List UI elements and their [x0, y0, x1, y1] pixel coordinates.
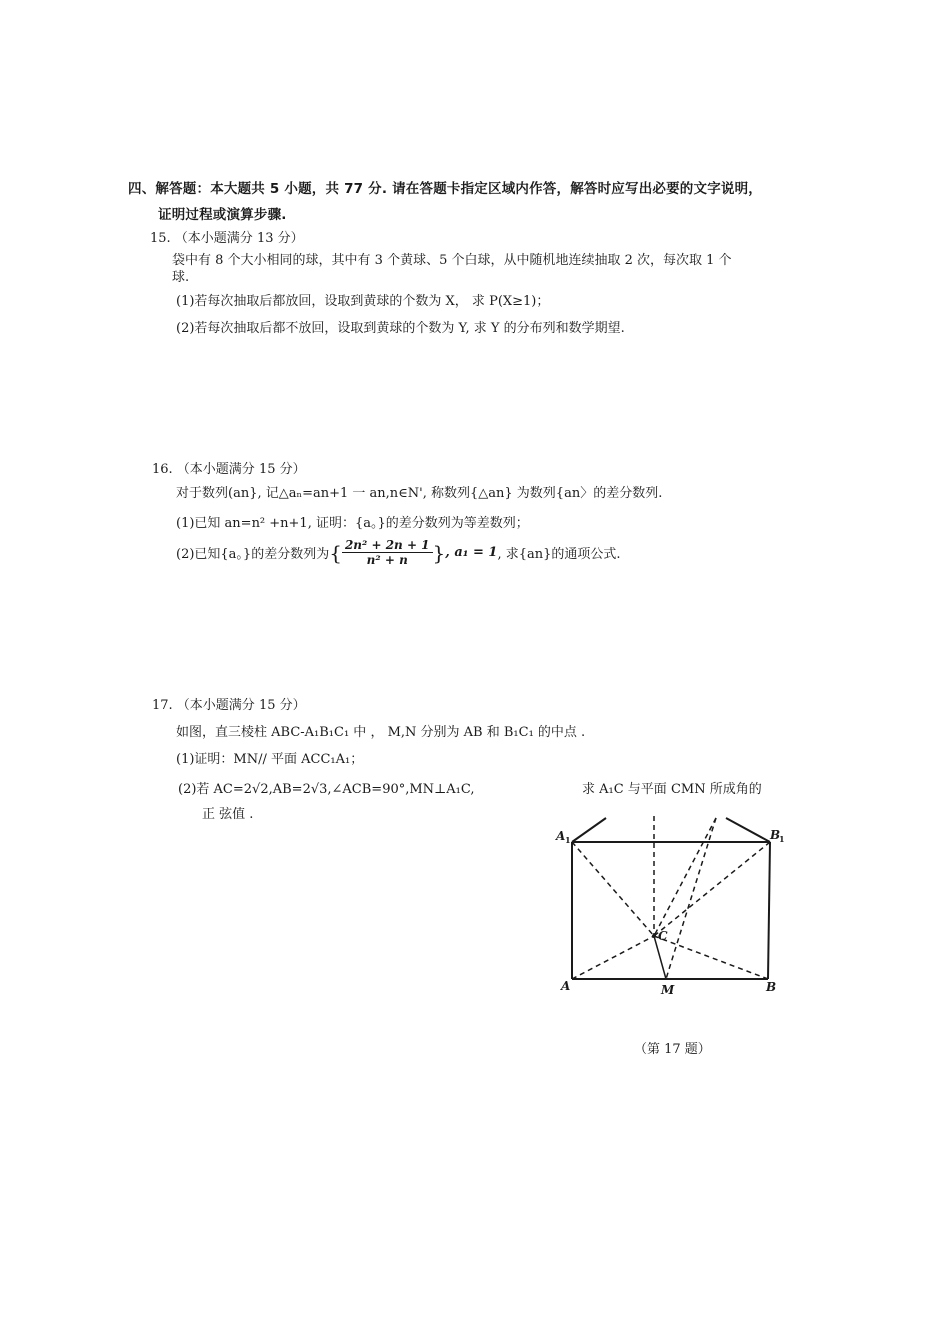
q16-fraction-denominator: n² + n	[366, 553, 408, 567]
q16-part1: (1)已知 an=n² +n+1, 证明：{a。}的差分数列为等差数列；	[176, 516, 529, 531]
dashed-a-c	[572, 936, 654, 979]
label-b1-sub: 1	[779, 834, 785, 844]
q15-part2: (2)若每次抽取后都不放回，设取到黄球的个数为 Y, 求 Y 的分布列和数学期望.	[176, 321, 625, 336]
q16-part2-suffix: , 求{an}的通项公式.	[497, 547, 621, 562]
q16-fraction-numerator: 2n² + 2n + 1	[342, 538, 433, 553]
q17-title: 17. （本小题满分 15 分）	[152, 698, 306, 713]
q17-prism-figure	[548, 814, 788, 999]
q15-intro-line1: 袋中有 8 个大小相同的球，其中有 3 个黄球、5 个白球，从中随机地连续抽取 2 次，每次取 1 个	[172, 253, 732, 268]
q17-part1: (1)证明：MN// 平面 ACC₁A₁；	[176, 752, 364, 767]
label-c: C	[658, 929, 668, 943]
dashed-b-c	[654, 936, 768, 979]
section-heading-line2: 证明过程或演算步骤.	[158, 207, 287, 223]
q15-intro-line2: 球.	[172, 270, 190, 285]
q16-a1: , a₁ = 1	[445, 545, 498, 560]
q16-brace-open: {	[329, 540, 342, 565]
point-c	[652, 934, 656, 938]
label-b: B	[766, 980, 777, 994]
q16-part2	[176, 538, 621, 567]
label-m: M	[661, 983, 675, 997]
q16-intro: 对于数列(an}, 记△aₙ=an+1 一 an,n∈N', 称数列{△an} 为数列{an〉的差分数列.	[176, 486, 663, 501]
q16-title: 16. （本小题满分 15 分）	[152, 462, 306, 477]
q15-part1: (1)若每次抽取后都放回，设取到黄球的个数为 X， 求 P(X≥1)；	[176, 294, 550, 309]
dashed-a1-c	[572, 842, 654, 936]
dashed-b1-c	[654, 842, 770, 936]
q17-figure-caption: （第 17 题）	[634, 1042, 711, 1057]
q17-part2-right: 求 A₁C 与平面 CMN 所成角的	[582, 782, 762, 797]
edge-b1-b	[768, 842, 770, 979]
label-b1: B	[770, 828, 781, 842]
label-a1-sub: 1	[565, 835, 571, 845]
label-a: A	[561, 979, 571, 993]
q15-title: 15. （本小题满分 13 分）	[150, 231, 304, 246]
q16-part2-prefix: (2)已知{a。}的差分数列为	[176, 547, 330, 562]
q17-part2-left: (2)若 AC=2√2,AB=2√3,∠ACB=90°,MN⊥A₁C,	[178, 782, 475, 797]
q16-brace-close: }	[432, 540, 446, 565]
q16-fraction	[342, 538, 433, 567]
prism-top-edges	[572, 818, 770, 842]
q17-intro: 如图，直三棱柱 ABC-A₁B₁C₁ 中 ， M,N 分别为 AB 和 B₁C₁ 的中点 .	[176, 725, 586, 740]
section-heading-line1: 四、解答题：本大题共 5 小题，共 77 分. 请在答题卡指定区域内作答，解答时应写出必要的文字说明，	[128, 181, 763, 197]
dashed-n-c	[654, 818, 716, 936]
label-a1: A	[556, 829, 566, 843]
q17-part2-line2: 正 弦值 .	[202, 807, 254, 822]
